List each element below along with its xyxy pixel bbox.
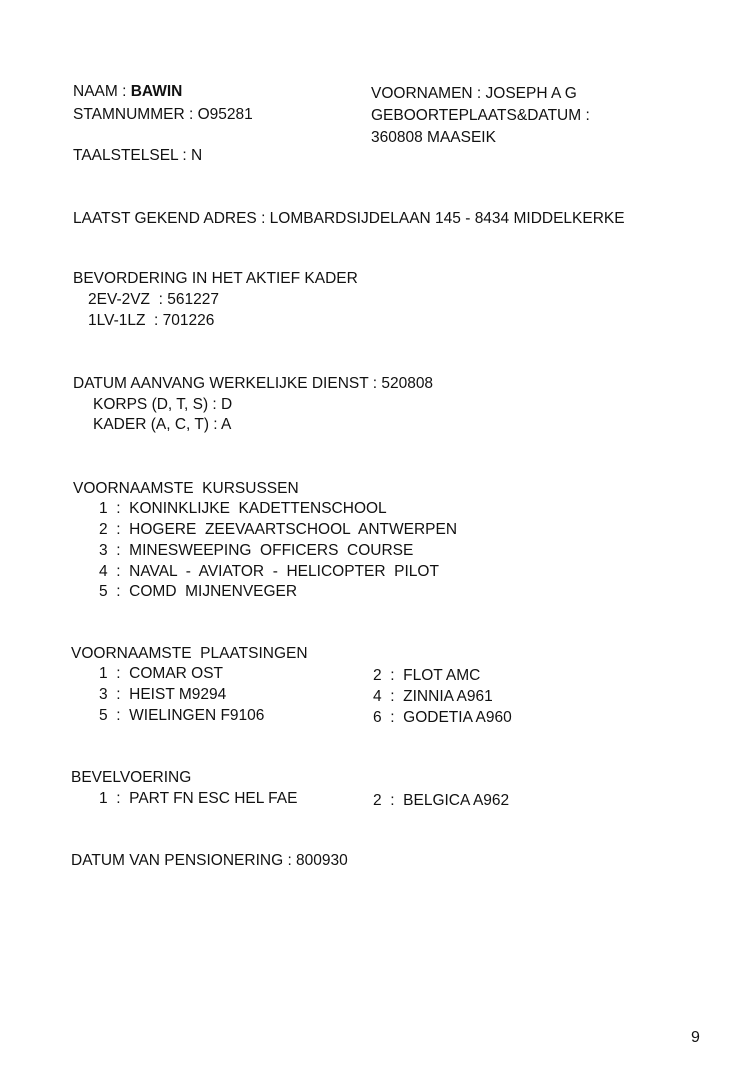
bevordering-item: 2EV-2VZ : 561227 (88, 291, 219, 308)
pensionering-line: DATUM VAN PENSIONERING : 800930 (71, 852, 348, 869)
naam-value: BAWIN (130, 83, 183, 100)
bevelvoering-item: 1 : PART FN ESC HEL FAE (99, 790, 298, 807)
bevelvoering-heading: BEVELVOERING (71, 769, 192, 786)
plaatsingen-heading: VOORNAAMSTE PLAATSINGEN (71, 645, 308, 662)
stamnummer-line: STAMNUMMER : O95281 (73, 106, 253, 123)
bevordering-item: 1LV-1LZ : 701226 (88, 312, 215, 329)
bevordering-heading: BEVORDERING IN HET AKTIEF KADER (73, 270, 358, 287)
page-number: 9 (691, 1029, 700, 1046)
plaatsing-item: 4 : ZINNIA A961 (373, 688, 493, 705)
geboorte-value: 360808 MAASEIK (371, 129, 496, 146)
dienst-item: KADER (A, C, T) : A (93, 416, 232, 433)
bevelvoering-item: 2 : BELGICA A962 (373, 792, 510, 809)
naam-line (73, 83, 182, 101)
taalstelsel-line: TAALSTELSEL : N (73, 147, 203, 164)
kursus-item: 2 : HOGERE ZEEVAARTSCHOOL ANTWERPEN (99, 521, 458, 538)
plaatsing-item: 5 : WIELINGEN F9106 (99, 707, 265, 724)
naam-label: NAAM : (73, 83, 127, 100)
plaatsing-item: 1 : COMAR OST (99, 665, 224, 682)
voornamen-line: VOORNAMEN : JOSEPH A G (371, 85, 577, 102)
geboorte-label: GEBOORTEPLAATS&DATUM : (371, 107, 590, 124)
plaatsing-item: 3 : HEIST M9294 (99, 686, 227, 703)
plaatsing-item: 2 : FLOT AMC (373, 667, 481, 684)
kursussen-heading: VOORNAAMSTE KURSUSSEN (73, 480, 299, 497)
kursus-item: 1 : KONINKLIJKE KADETTENSCHOOL (99, 500, 387, 517)
adres-line: LAATST GEKEND ADRES : LOMBARDSIJDELAAN 145 - 8434 MIDDELKERKE (73, 210, 625, 227)
kursus-item: 4 : NAVAL - AVIATOR - HELICOPTER PILOT (99, 563, 439, 580)
plaatsing-item: 6 : GODETIA A960 (373, 709, 512, 726)
kursus-item: 3 : MINESWEEPING OFFICERS COURSE (99, 542, 414, 559)
kursus-item: 5 : COMD MIJNENVEGER (99, 583, 298, 600)
dienst-item: KORPS (D, T, S) : D (93, 396, 233, 413)
dienst-heading: DATUM AANVANG WERKELIJKE DIENST : 520808 (73, 375, 434, 392)
